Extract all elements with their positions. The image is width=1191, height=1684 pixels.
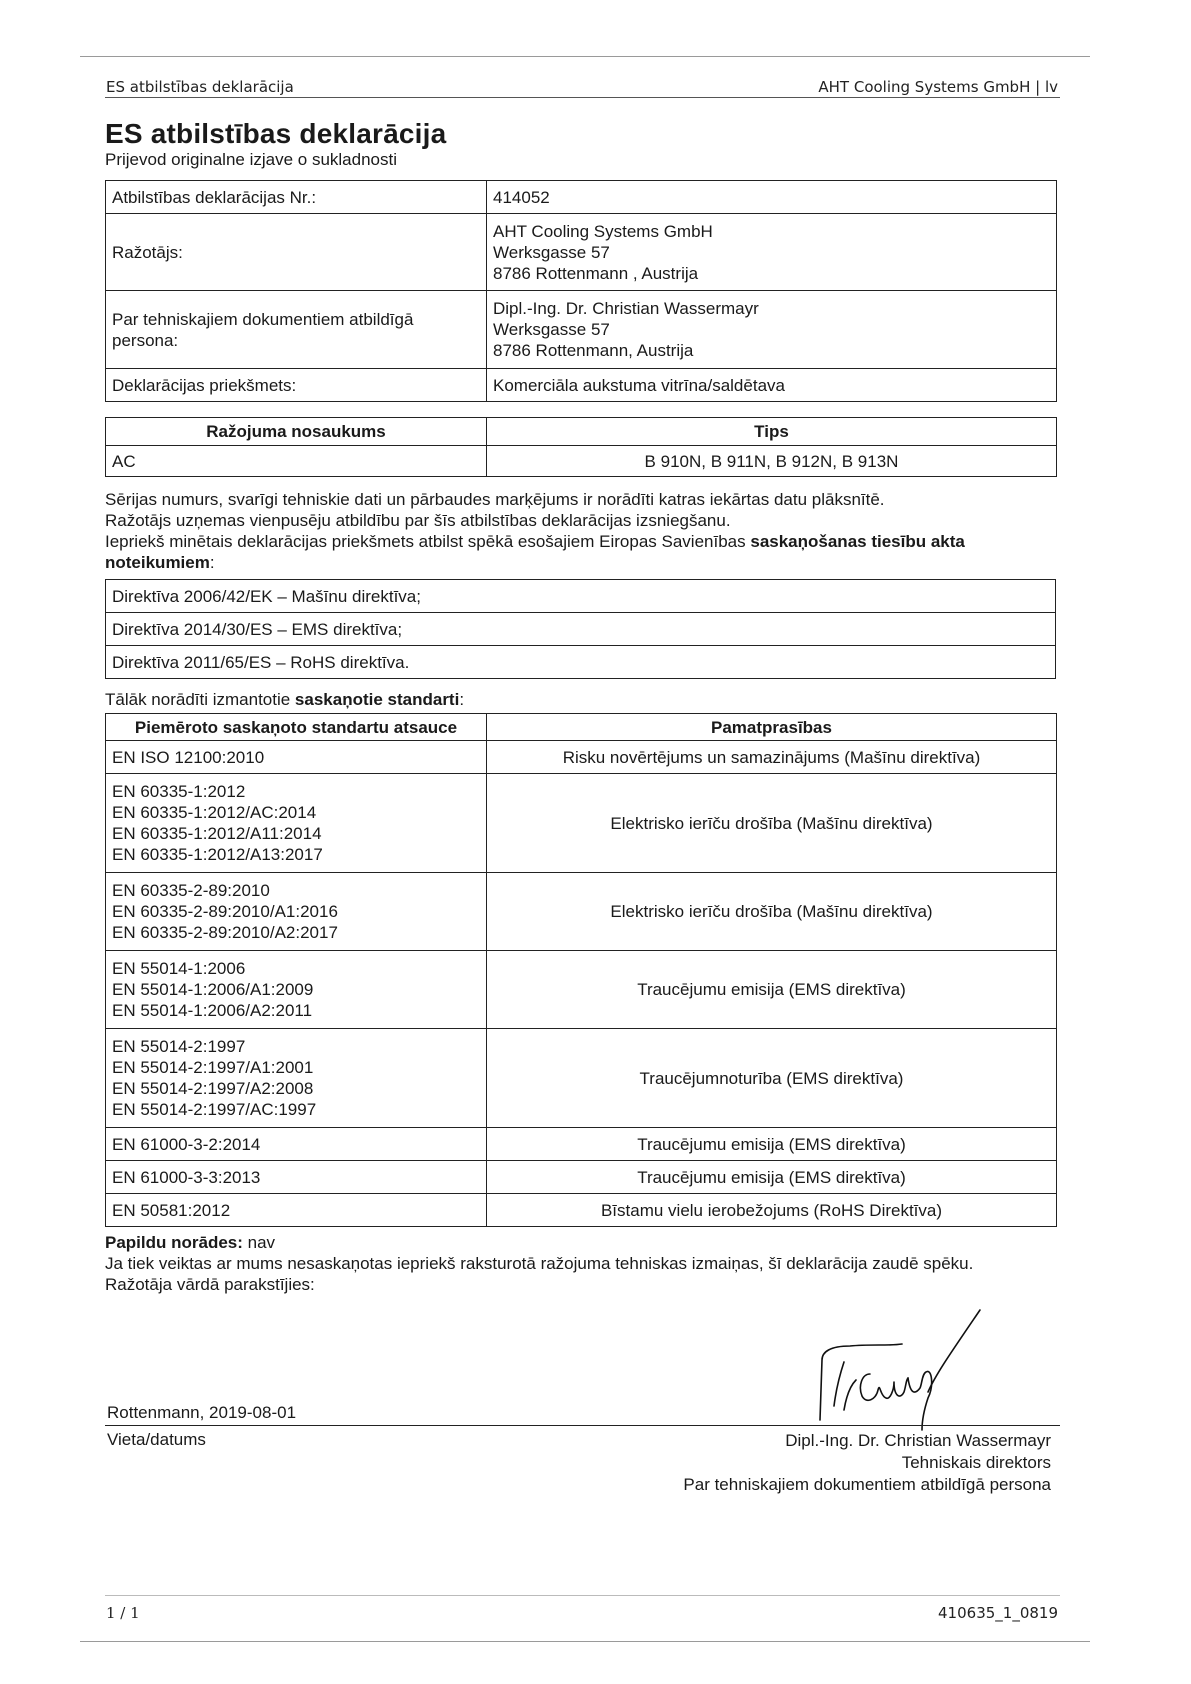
header-left: ES atbilstības deklarācija (106, 78, 294, 96)
signature-icon (810, 1302, 990, 1432)
info-value (487, 291, 1057, 369)
standards-table (105, 713, 1057, 1227)
header-right: AHT Cooling Systems GmbH | lv (818, 78, 1058, 96)
standard-ref (106, 873, 487, 951)
statement-line: Sērijas numurs, svarīgi tehniskie dati un pārbaudes marķējums ir norādīti katras iekārtas datu plāksnītē. (105, 490, 885, 509)
page-number: 1 / 1 (106, 1604, 140, 1622)
standard-req: Risku novērtējums un samazinājums (Mašīnu direktīva) (487, 741, 1057, 774)
directives-table (105, 579, 1056, 679)
statement (105, 489, 1060, 573)
standard-req: Traucējumu emisija (EMS direktīva) (487, 1161, 1057, 1194)
notes (105, 1232, 1060, 1295)
standard-ref (106, 951, 487, 1029)
standard-ref-line: EN 55014-1:2006/A2:2011 (112, 1001, 313, 1020)
info-line: 8786 Rottenmann, Austrija (493, 341, 694, 360)
info-row (106, 214, 1057, 291)
standards-row (106, 1161, 1057, 1194)
document-id: 410635_1_0819 (938, 1604, 1058, 1622)
info-row (106, 291, 1057, 369)
standard-ref-line: EN 55014-2:1997 (112, 1037, 246, 1056)
page-subtitle: Prijevod originalne izjave o sukladnosti (105, 150, 397, 169)
standards-row (106, 1029, 1057, 1128)
directive: Direktīva 2006/42/EK – Mašīnu direktīva; (106, 580, 1056, 613)
notes-line (105, 1232, 1060, 1253)
directive: Direktīva 2011/65/ES – RoHS direktīva. (106, 646, 1056, 679)
info-value (487, 214, 1057, 291)
standards-req-header: Pamatprasības (487, 714, 1057, 741)
info-row (106, 181, 1057, 214)
intro-text: Tālāk norādīti izmantotie (105, 690, 295, 709)
signatory-title: Tehniskais direktors (901, 1453, 1051, 1472)
info-label: Ražotājs: (106, 214, 487, 291)
signatory-role: Par tehniskajiem dokumentiem atbildīgā persona (683, 1475, 1051, 1494)
bottom-rule (80, 1641, 1090, 1642)
product-types: B 910N, B 911N, B 912N, B 913N (487, 446, 1057, 477)
signature-rule (105, 1425, 1060, 1426)
standard-ref-line: EN 60335-2-89:2010 (112, 881, 270, 900)
intro-bold: saskaņotie standarti (294, 690, 460, 709)
product-name-header: Ražojuma nosaukums (106, 418, 487, 446)
product-type-header: Tips (487, 418, 1057, 446)
notes-label: Papildu norādes: (105, 1233, 243, 1252)
info-label: Atbilstības deklarācijas Nr.: (106, 181, 487, 214)
standards-header-row (106, 714, 1057, 741)
info-label: Deklarācijas priekšmets: (106, 369, 487, 402)
header-rule (105, 97, 1060, 98)
standard-req: Traucējumu emisija (EMS direktīva) (487, 1128, 1057, 1161)
standard-req: Traucējumu emisija (EMS direktīva) (487, 951, 1057, 1029)
info-label: Par tehniskajiem dokumentiem atbildīgā persona: (106, 291, 487, 369)
standards-row (106, 1128, 1057, 1161)
standard-ref: EN 61000-3-2:2014 (106, 1128, 487, 1161)
info-line: Werksgasse 57 (493, 242, 610, 262)
notes-value: nav (242, 1233, 276, 1252)
standard-ref: EN 61000-3-3:2013 (106, 1161, 487, 1194)
intro-text: : (459, 690, 465, 709)
footer-rule (105, 1595, 1060, 1596)
top-rule (80, 56, 1090, 57)
product-table (105, 417, 1057, 477)
standard-ref: EN 50581:2012 (106, 1194, 487, 1227)
info-line: Dipl.-Ing. Dr. Christian Wassermayr (493, 299, 759, 318)
standard-ref-line: EN 60335-1:2012/AC:2014 (112, 803, 317, 822)
standard-ref-line: EN 55014-1:2006 (112, 959, 246, 978)
directive-row (106, 580, 1056, 613)
info-line: AHT Cooling Systems GmbH (493, 221, 713, 241)
place-date-label: Vieta/datums (107, 1430, 206, 1449)
place-date: Rottenmann, 2019-08-01 (107, 1403, 297, 1422)
standards-row (106, 774, 1057, 873)
info-value: 414052 (487, 181, 1057, 214)
info-line: Werksgasse 57 (493, 320, 610, 339)
product-name: AC (106, 446, 487, 477)
standard-req: Bīstamu vielu ierobežojums (RoHS Direktīva) (487, 1194, 1057, 1227)
standard-req: Elektrisko ierīču drošība (Mašīnu direktīva) (487, 774, 1057, 873)
standard-ref-line: EN 60335-1:2012/A11:2014 (112, 824, 322, 843)
statement-line (105, 531, 1060, 573)
info-table (105, 180, 1057, 402)
standard-ref (106, 774, 487, 873)
statement-bold: saskaņošanas tiesību akta noteikumiem (105, 532, 965, 572)
notes-line: Ja tiek veiktas ar mums nesaskaņotas iepriekš raksturotā ražojuma tehniskas izmaiņas, šī deklarācija zaudē spēku. (105, 1254, 974, 1273)
statement-text: Iepriekš minētais deklarācijas priekšmets atbilst spēkā esošajiem Eiropas Savienības (105, 532, 751, 551)
standard-ref: EN ISO 12100:2010 (106, 741, 487, 774)
directive: Direktīva 2014/30/ES – EMS direktīva; (106, 613, 1056, 646)
page-title: ES atbilstības deklarācija (105, 118, 447, 149)
info-row (106, 369, 1057, 402)
standard-ref-line: EN 55014-1:2006/A1:2009 (112, 980, 314, 999)
standard-ref-line: EN 60335-1:2012/A13:2017 (112, 845, 323, 864)
statement-line: Ražotājs uzņemas vienpusēju atbildību par šīs atbilstības deklarācijas izsniegšanu. (105, 511, 731, 530)
info-value: Komerciāla aukstuma vitrīna/saldētava (487, 369, 1057, 402)
standard-ref-line: EN 60335-2-89:2010/A1:2016 (112, 902, 338, 921)
notes-line: Ražotāja vārdā parakstījies: (105, 1275, 315, 1294)
standards-row (106, 1194, 1057, 1227)
standards-intro (105, 689, 1060, 710)
standard-ref-line: EN 55014-2:1997/A1:2001 (112, 1058, 314, 1077)
standard-req: Traucējumnoturība (EMS direktīva) (487, 1029, 1057, 1128)
product-row (106, 446, 1057, 477)
signatory-name: Dipl.-Ing. Dr. Christian Wassermayr (785, 1431, 1051, 1450)
standard-ref-line: EN 60335-1:2012 (112, 782, 246, 801)
standard-ref-line: EN 55014-2:1997/AC:1997 (112, 1100, 317, 1119)
standards-row (106, 951, 1057, 1029)
standards-row (106, 741, 1057, 774)
main-content (105, 118, 1060, 1295)
statement-text: : (209, 553, 215, 572)
standards-row (106, 873, 1057, 951)
standard-ref-line: EN 55014-2:1997/A2:2008 (112, 1079, 314, 1098)
product-header-row (106, 418, 1057, 446)
signatory-block (683, 1430, 1051, 1496)
standards-ref-header: Piemēroto saskaņoto standartu atsauce (106, 714, 487, 741)
directive-row (106, 646, 1056, 679)
standard-ref (106, 1029, 487, 1128)
directive-row (106, 613, 1056, 646)
info-line: 8786 Rottenmann , Austrija (493, 263, 699, 283)
standard-req: Elektrisko ierīču drošība (Mašīnu direktīva) (487, 873, 1057, 951)
standard-ref-line: EN 60335-2-89:2010/A2:2017 (112, 923, 338, 942)
